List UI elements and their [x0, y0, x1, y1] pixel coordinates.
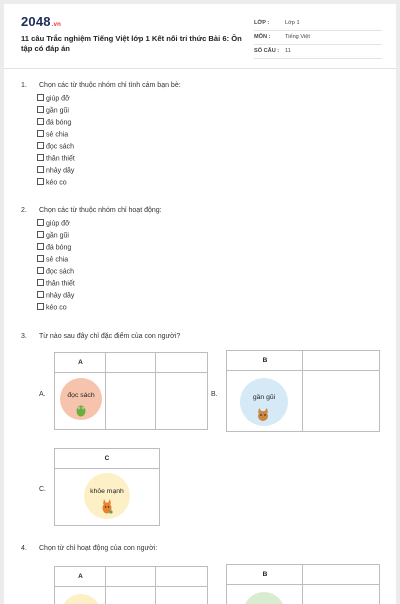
q1-option[interactable]: kéo co — [37, 178, 67, 187]
q2-option[interactable]: sẻ chia — [37, 255, 68, 264]
worksheet-page: 2048.vn 11 câu Trắc nghiệm Tiếng Việt lớp 1 Kết nối tri thức Bài 6: Ôn tập có đáp án LỚP : Lớp 1 MÔN : Tiếng Việt SỐ CÂU : 11 1. Chọn các từ thuộc nhóm chỉ tình cảm bạn bè: giúp đỡ gần gũi đá bóng sẻ chia đọc sách thân thiết nhảy dây kéo co 2. Chọn các từ thuộc nhóm chỉ hoạt động: giúp đỡ gần gũi đá bóng sẻ chia đọc sách thân thiết nhảy dây kéo co 3. Từ nào sau đây chỉ đặc điểm của con người? A. A đọc sách B. B gần gũi C. C khỏe mạnh 4. Chọn từ chỉ hoạt động của con người: A B — [4, 4, 396, 604]
word-bubble — [60, 378, 102, 420]
q4-choice-a-grid[interactable] — [54, 566, 208, 604]
checkbox[interactable] — [37, 231, 44, 238]
meta-row-subject — [254, 32, 382, 45]
checkbox[interactable] — [37, 219, 44, 226]
checkbox[interactable] — [37, 255, 44, 262]
checkbox[interactable] — [37, 303, 44, 310]
document-title: 11 câu Trắc nghiệm Tiếng Việt lớp 1 Kết nối tri thức Bài 6: Ôn tập có đáp án — [21, 34, 242, 53]
checkbox[interactable] — [37, 142, 44, 149]
checkbox[interactable] — [37, 118, 44, 125]
checkbox[interactable] — [37, 243, 44, 250]
checkbox[interactable] — [37, 130, 44, 137]
word-label: khỏe mạnh — [90, 488, 124, 495]
q1-option[interactable]: nhảy dây — [37, 166, 74, 175]
grid-cell — [303, 565, 379, 585]
checkbox[interactable] — [37, 178, 44, 185]
checkbox[interactable] — [37, 166, 44, 173]
grid-header: A — [78, 359, 83, 366]
meta-key: SỐ CÂU : — [254, 48, 280, 54]
grid-cell — [106, 567, 156, 587]
site-logo[interactable]: 2048.vn — [21, 14, 62, 29]
checkbox[interactable] — [37, 106, 44, 113]
cartoon-fox-icon — [100, 499, 114, 515]
checkbox[interactable] — [37, 154, 44, 161]
meta-row-count — [254, 46, 382, 59]
q1-option[interactable]: đá bóng — [37, 118, 71, 127]
q2-option[interactable]: kéo co — [37, 303, 67, 312]
meta-key: MÔN : — [254, 34, 271, 40]
checkbox[interactable] — [37, 94, 44, 101]
cartoon-frog-icon — [75, 403, 87, 418]
page-header — [4, 4, 396, 69]
choice-b-grid[interactable] — [226, 350, 380, 432]
q1-option[interactable]: gần gũi — [37, 106, 69, 115]
meta-value: 11 — [285, 48, 291, 54]
q2-option[interactable]: giúp đỡ — [37, 219, 70, 228]
q1-option[interactable]: đọc sách — [37, 142, 74, 151]
q2-option[interactable]: gần gũi — [37, 231, 69, 240]
choice-c-grid[interactable] — [54, 448, 160, 526]
meta-key: LỚP : — [254, 20, 270, 26]
choice-a-grid[interactable] — [54, 352, 208, 430]
q2-option[interactable]: nhảy dây — [37, 291, 74, 300]
grid-header: B — [262, 571, 268, 578]
word-label: gần gũi — [252, 394, 276, 401]
grid-cell — [156, 353, 207, 373]
checkbox[interactable] — [37, 291, 44, 298]
choice-b-letter: B. — [211, 391, 218, 398]
grid-cell — [303, 371, 379, 431]
grid-cell — [156, 373, 207, 429]
q2-option[interactable]: đá bóng — [37, 243, 71, 252]
grid-cell — [156, 567, 207, 587]
meta-value: Lớp 1 — [285, 20, 300, 26]
grid-cell — [106, 353, 156, 373]
word-label: đọc sách — [67, 392, 95, 399]
q1-option[interactable]: giúp đỡ — [37, 94, 70, 103]
word-bubble — [240, 378, 288, 426]
grid-cell — [303, 351, 379, 371]
choice-a-letter: A. — [39, 391, 46, 398]
q1-option[interactable]: thân thiết — [37, 154, 75, 163]
choice-c-letter: C. — [39, 486, 46, 493]
cartoon-cat-icon — [255, 408, 271, 422]
q2-option[interactable]: thân thiết — [37, 279, 75, 288]
q4-choice-b-grid[interactable] — [226, 564, 380, 604]
word-bubble — [84, 473, 130, 519]
meta-value: Tiếng Việt — [285, 34, 310, 40]
q2-option[interactable]: đọc sách — [37, 267, 74, 276]
grid-header: A — [78, 573, 83, 580]
grid-cell — [106, 587, 156, 604]
q1-option[interactable]: sẻ chia — [37, 130, 68, 139]
checkbox[interactable] — [37, 279, 44, 286]
grid-header: B — [262, 357, 268, 364]
grid-cell — [106, 373, 156, 429]
checkbox[interactable] — [37, 267, 44, 274]
grid-header: C — [104, 455, 110, 462]
meta-row-class — [254, 18, 382, 31]
